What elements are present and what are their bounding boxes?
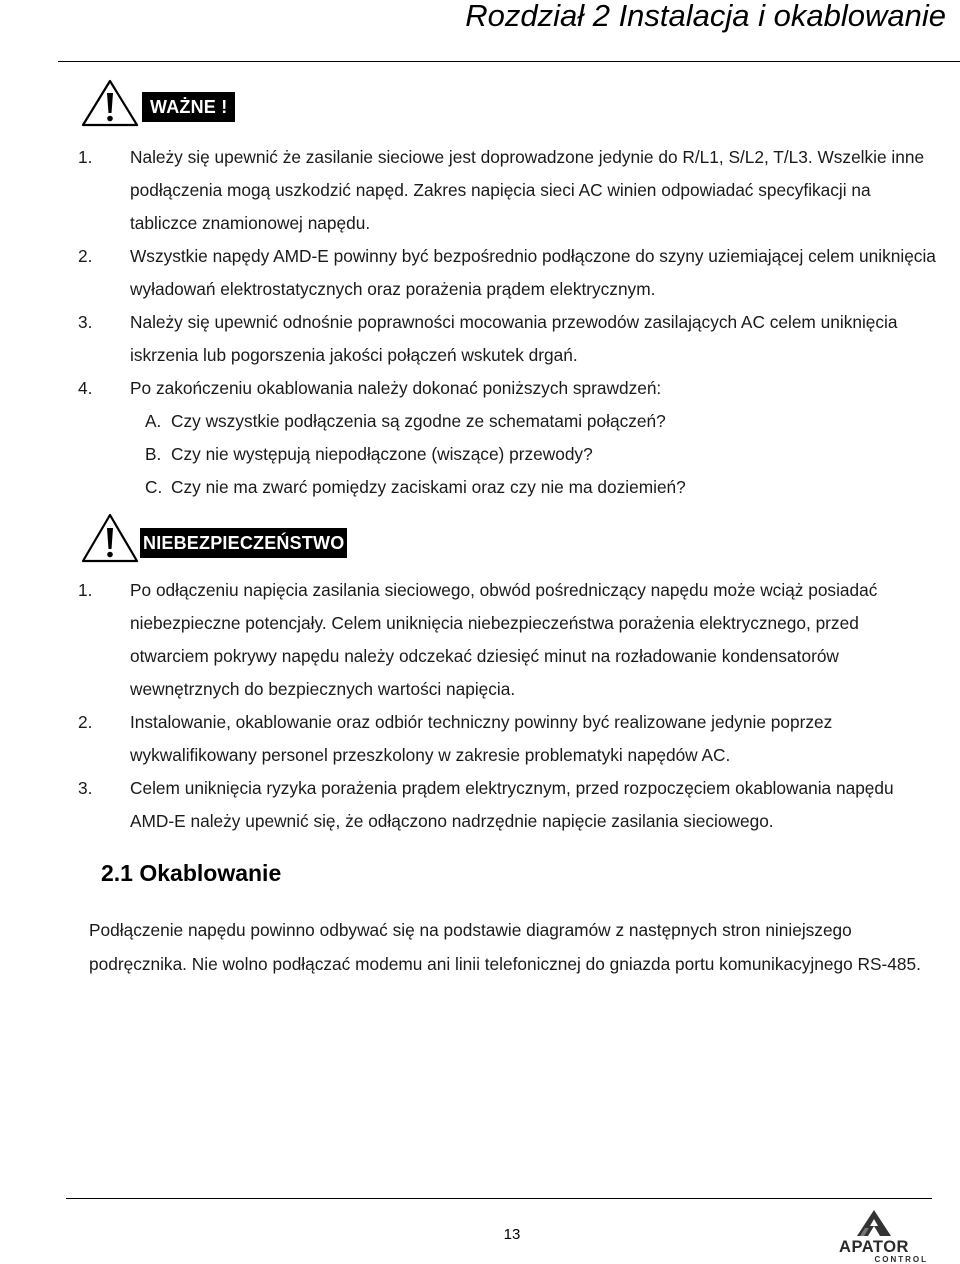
list-item-text: Należy się upewnić odnośnie poprawności mocowania przewodów zasilających AC celem uniknięcia iskrzenia lub pogorszenia jakości połączeń wskutek drgań. [130,312,898,365]
list-item-text: Celem uniknięcia ryzyka porażenia prądem elektrycznym, przed rozpoczęciem okablowania napędu AMD-E należy upewnić się, że odłączono nadrzędnie napięcie zasilania sieciowego. [130,778,894,831]
list-item [78,574,938,706]
danger-label: NIEBEZPIECZEŃSTWO [140,528,347,558]
list-item-text: Wszystkie napędy AMD-E powinny być bezpośrednio podłączone do szyny uziemiającej celem uniknięcia wyładowań elektrostatycznych oraz porażenia prądem elektrycznym. [130,246,936,299]
important-warning-header [80,78,235,128]
list-item-number: 3. [78,312,93,332]
sublist-item-text: Czy wszystkie podłączenia są zgodne ze schematami połączeń? [171,411,666,431]
check-sublist [145,405,938,504]
logo-name: APATOR [839,1238,909,1256]
sublist-item [145,438,938,471]
list-item-number: 3. [78,778,93,798]
sublist-item-letter: B. [145,444,162,464]
list-item-text: Należy się upewnić że zasilanie sieciowe jest doprowadzone jedynie do R/L1, S/L2, T/L3. Wszelkie inne podłączenia mogą uszkodzić napęd. Zakres napięcia sieci AC winien odpowiadać specyfikacji na tabliczce znamionowej napędu. [130,147,925,233]
important-list [78,141,938,504]
list-item-number: 2. [78,246,93,266]
sublist-item [145,471,938,504]
list-item-text: Po odłączeniu napięcia zasilania sieciowego, obwód pośredniczący napędu może wciąż posiadać niebezpieczne potencjały. Celem uniknięcia niebezpieczeństwa porażenia elektrycznego, przed otwarciem pokrywy napędu należy odczekać dziesięć minut na rozładowanie kondensatorów wewnętrznych do bezpiecznych wartości napięcia. [130,580,878,699]
list-item-number: 4. [78,378,93,398]
list-item-number: 2. [78,712,93,732]
list-item [78,141,938,240]
footer-divider [66,1198,932,1199]
chapter-title: Rozdział 2 Instalacja i okablowanie [465,0,946,33]
sublist-item-text: Czy nie ma zwarć pomiędzy zaciskami oraz czy nie ma doziemień? [171,477,686,497]
header-divider [58,61,960,62]
list-item [78,240,938,306]
list-item [78,372,938,504]
sublist-item-letter: A. [145,411,162,431]
section-heading: 2.1 Okablowanie [101,860,282,886]
list-item-number: 1. [78,147,93,167]
apator-logo [816,1209,932,1264]
list-item [78,306,938,372]
logo-subtitle: CONTROL [874,1255,928,1264]
sublist-item-letter: C. [145,477,163,497]
list-item-text: Instalowanie, okablowanie oraz odbiór techniczny powinny być realizowane jedynie poprzez wykwalifikowany personel przeszkolony w zakresie problematyki napędów AC. [130,712,833,765]
list-item [78,706,938,772]
important-label: WAŻNE ! [142,92,235,122]
sublist-item-text: Czy nie występują niepodłączone (wiszące) przewody? [171,444,593,464]
list-item-number: 1. [78,580,93,600]
danger-warning-header [80,512,347,564]
warning-triangle-icon [80,78,140,128]
section-paragraph: Podłączenie napędu powinno odbywać się na podstawie diagramów z następnych stron niniejszego podręcznika. Nie wolno podłączać modemu ani linii telefonicznej do gniazda portu komunikacyjnego RS-485. [89,920,921,974]
warning-triangle-icon [80,512,140,564]
apator-logo-icon [856,1209,892,1237]
list-item [78,772,938,838]
page-number: 13 [503,1226,521,1243]
list-item-text: Po zakończeniu okablowania należy dokonać poniższych sprawdzeń: [130,378,662,398]
sublist-item [145,405,938,438]
danger-list [78,574,938,838]
